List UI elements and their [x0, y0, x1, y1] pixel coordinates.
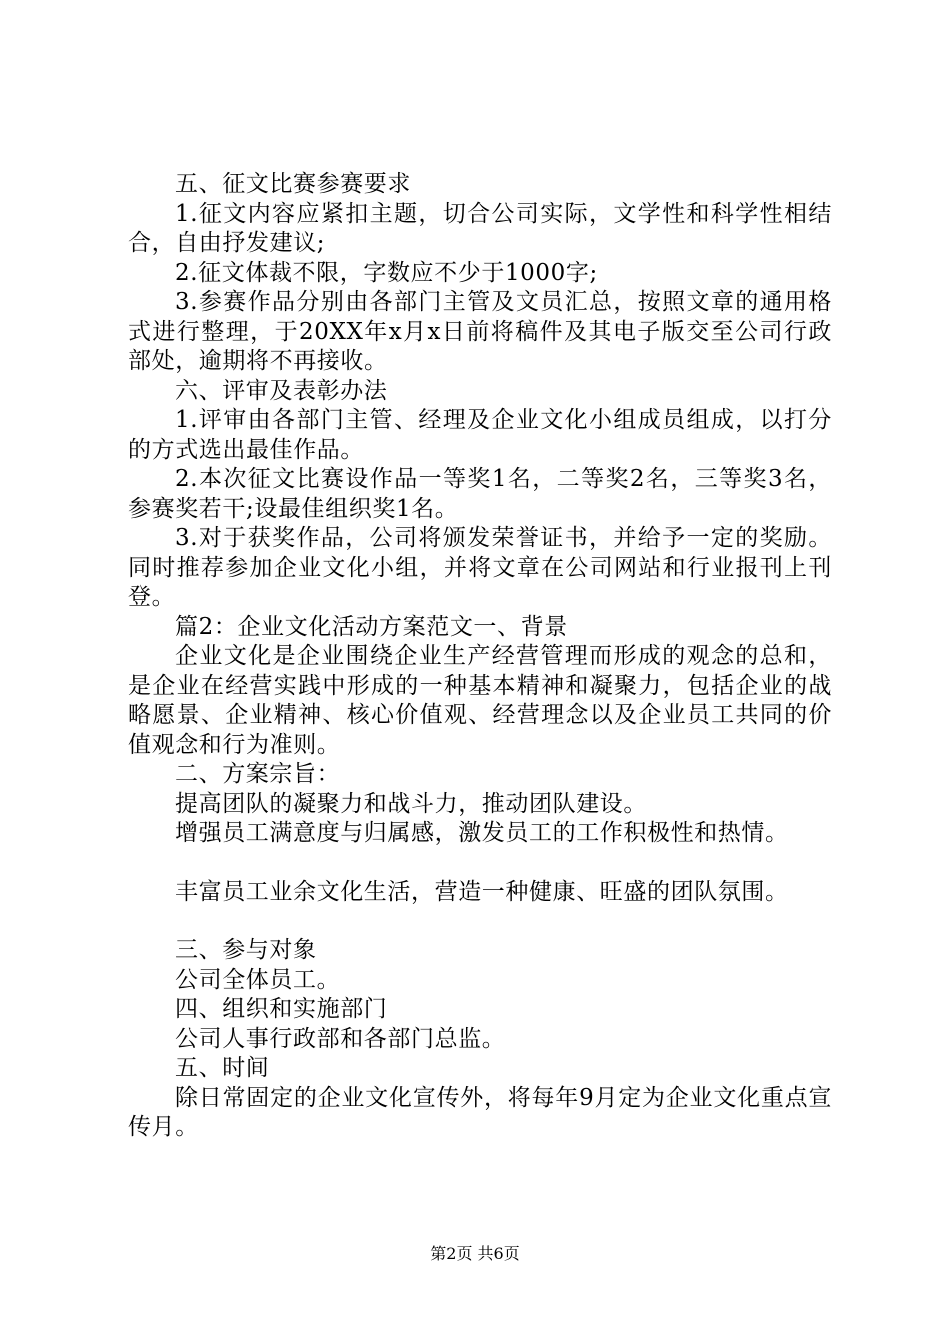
section-heading-purpose: 二、方案宗旨：	[175, 761, 341, 787]
chapter-heading: 篇2：企业文化活动方案范文一、背景	[175, 613, 568, 640]
paragraph-review-3: 3.对于获奖作品，公司将颁发荣誉证书，并给予一定的奖励。同时推荐参加企业文化小组，并将文章在公司网站和行业报刊上刊登。	[128, 525, 832, 610]
paragraph-purpose-3: 丰富员工业余文化生活，营造一种健康、旺盛的团队氛围。	[175, 878, 789, 905]
paragraph-requirement-3: 3.参赛作品分别由各部门主管及文员汇总，按照文章的通用格式进行整理，于20XX年x月x日前将稿件及其电子版交至公司行政部处，逾期将不再接收。	[128, 289, 832, 374]
paragraph-purpose-2: 增强员工满意度与归属感，激发员工的工作积极性和热情。	[175, 820, 789, 846]
paragraph-purpose-1: 提高团队的凝聚力和战斗力，推动团队建设。	[175, 790, 647, 817]
paragraph-requirement-1: 1.征文内容应紧扣主题，切合公司实际，文学性和科学性相结合，自由抒发建议;	[128, 200, 832, 256]
paragraph-requirement-2: 2.征文体裁不限，字数应不少于1000字;	[175, 259, 598, 286]
paragraph-participants: 公司全体员工。	[175, 966, 341, 993]
paragraph-review-2: 2.本次征文比赛设作品一等奖1名，二等奖2名，三等奖3名，参赛奖若干;设最佳组织奖1名。	[128, 466, 832, 522]
page-footer: 第2页 共6页	[430, 1244, 520, 1263]
section-heading-requirements: 五、征文比赛参赛要求	[175, 171, 411, 197]
section-heading-participants: 三、参与对象	[175, 937, 317, 963]
section-heading-time: 五、时间	[175, 1055, 270, 1081]
paragraph-background: 企业文化是企业围绕企业生产经营管理而形成的观念的总和，是企业在经营实践中形成的一种基本精神和凝聚力，包括企业的战略愿景、企业精神、核心价值观、经营理念以及企业员工共同的价值观念和行为准则。	[128, 643, 832, 758]
paragraph-review-1: 1.评审由各部门主管、经理及企业文化小组成员组成，以打分的方式选出最佳作品。	[128, 407, 832, 463]
paragraph-organizers: 公司人事行政部和各部门总监。	[175, 1025, 506, 1052]
paragraph-time: 除日常固定的企业文化宣传外，将每年9月定为企业文化重点宣传月。	[128, 1084, 832, 1140]
section-heading-organizers: 四、组织和实施部门	[175, 996, 388, 1022]
document-body	[128, 170, 832, 1143]
section-heading-review: 六、评审及表彰办法	[175, 377, 388, 404]
